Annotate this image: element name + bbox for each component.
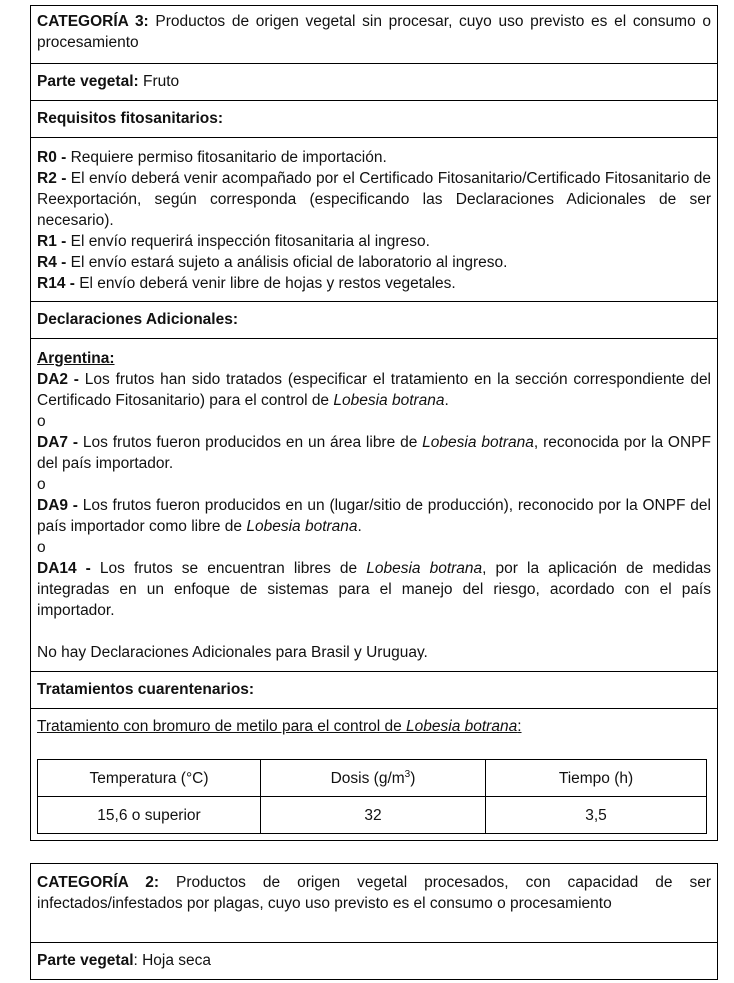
treatments-title-row — [31, 672, 717, 709]
requirement-text: El envío deberá venir acompañado por el Certificado Fitosanitario/Certificado Fitosanitario de Reexportación, según corresponda (especificando las Declaraciones Adicionales de ser necesario). — [37, 170, 711, 229]
cell-time: 3,5 — [486, 797, 707, 834]
declaration-da14 — [37, 558, 711, 621]
pest-name: Lobesia botrana — [422, 434, 534, 451]
header-dose-text: Dosis (g/m — [330, 769, 405, 787]
plant-part-label: Parte vegetal — [37, 952, 134, 969]
country-label: Argentina: — [37, 350, 115, 367]
declaration-text: Los frutos han sido tratados (especificar el tratamiento en la sección correspondiente del Certificado Fitosanitario) para el control de — [37, 371, 712, 409]
header-dose-close: ) — [410, 769, 416, 787]
requirement-code: R14 - — [37, 275, 75, 292]
cell-temperature: 15,6 o superior — [38, 797, 261, 834]
or-separator: o — [37, 539, 46, 556]
header-dose — [261, 760, 486, 797]
treatment-caption — [37, 716, 711, 737]
requirement-code: R2 - — [37, 170, 67, 187]
declaration-text: , reconocida por la ONPF del país importador. — [37, 434, 711, 472]
header-dose-exponent: 3 — [404, 768, 411, 780]
requirement-text: El envío requerirá inspección fitosanitaria al ingreso. — [66, 233, 430, 250]
requirement-code: R4 - — [37, 254, 67, 271]
treatment-caption-text: : — [517, 718, 522, 735]
category-2-table — [30, 863, 718, 980]
header-temperature: Temperatura (°C) — [38, 760, 261, 797]
declaration-code: DA9 - — [37, 497, 78, 514]
declaration-da2 — [37, 369, 711, 411]
pest-name: Lobesia botrana — [406, 718, 518, 735]
no-declarations-note: No hay Declaraciones Adicionales para Brasil y Uruguay. — [37, 644, 428, 661]
category-2-label: CATEGORÍA 2: — [37, 874, 160, 891]
plant-part-row — [31, 64, 717, 101]
additional-declarations-title: Declaraciones Adicionales: — [37, 311, 239, 328]
requirement-item — [37, 252, 711, 273]
declaration-code: DA14 - — [37, 560, 91, 577]
requirements-title: Requisitos fitosanitarios: — [37, 110, 224, 127]
cell-dose: 32 — [261, 797, 486, 834]
requirement-text: El envío estará sujeto a análisis oficial de laboratorio al ingreso. — [66, 254, 508, 271]
declaration-text: Los frutos fueron producidos en un área libre de — [78, 434, 423, 451]
or-separator: o — [37, 476, 46, 493]
treatments-title: Tratamientos cuarentenarios: — [37, 681, 255, 698]
declaration-da9 — [37, 495, 711, 537]
pest-name: Lobesia botrana — [366, 560, 483, 577]
category-3-label: CATEGORÍA 3: — [37, 13, 149, 30]
requirement-text: Requiere permiso fitosanitario de importación. — [66, 149, 387, 166]
requirement-text: El envío deberá venir libre de hojas y restos vegetales. — [74, 275, 456, 292]
requirement-item — [37, 168, 711, 231]
treatment-caption-text: Tratamiento con bromuro de metilo para el control de — [37, 718, 407, 735]
additional-declarations-body — [31, 339, 717, 672]
or-separator: o — [37, 413, 46, 430]
declaration-code: DA2 - — [37, 371, 79, 388]
treatment-table — [37, 759, 707, 834]
declaration-text: . — [444, 392, 449, 409]
requirement-code: R1 - — [37, 233, 67, 250]
category-3-description: Productos de origen vegetal sin procesar, cuyo uso previsto es el consumo o procesamiento — [37, 13, 711, 51]
category-2-plant-part-row — [31, 943, 717, 979]
requirements-list — [31, 138, 717, 302]
table-row — [38, 797, 707, 834]
category-3-table — [30, 5, 718, 841]
declaration-da7 — [37, 432, 711, 474]
declaration-text: . — [357, 518, 362, 535]
plant-part-value: Fruto — [138, 73, 180, 90]
category-2-heading — [31, 864, 717, 943]
requirement-item — [37, 273, 711, 294]
plant-part-label: Parte vegetal: — [37, 73, 139, 90]
requirement-code: R0 - — [37, 149, 67, 166]
declaration-text: Los frutos se encuentran libres de — [90, 560, 367, 577]
pest-name: Lobesia botrana — [246, 518, 358, 535]
additional-declarations-title-row — [31, 302, 717, 339]
declaration-text: Los frutos fueron producidos en un (lugar/sitio de producción), reconocido por la ONPF del país importador como libre de — [37, 497, 711, 535]
category-2-description: Productos de origen vegetal procesados, con capacidad de ser infectados/infestados por plagas, cuyo uso previsto es el consumo o procesamiento — [37, 874, 711, 912]
treatment-table-header — [38, 760, 707, 797]
declaration-code: DA7 - — [37, 434, 79, 451]
category-3-heading — [31, 6, 717, 64]
declaration-text: , por la aplicación de medidas integradas en un enfoque de sistemas para el manejo del riesgo, acordado con el país importador. — [37, 560, 711, 619]
requirement-item — [37, 231, 711, 252]
treatments-body — [31, 709, 717, 839]
plant-part-value: : Hoja seca — [133, 952, 212, 969]
header-time: Tiempo (h) — [486, 760, 707, 797]
requirements-title-row — [31, 101, 717, 138]
requirement-item — [37, 147, 711, 168]
pest-name: Lobesia botrana — [333, 392, 445, 409]
